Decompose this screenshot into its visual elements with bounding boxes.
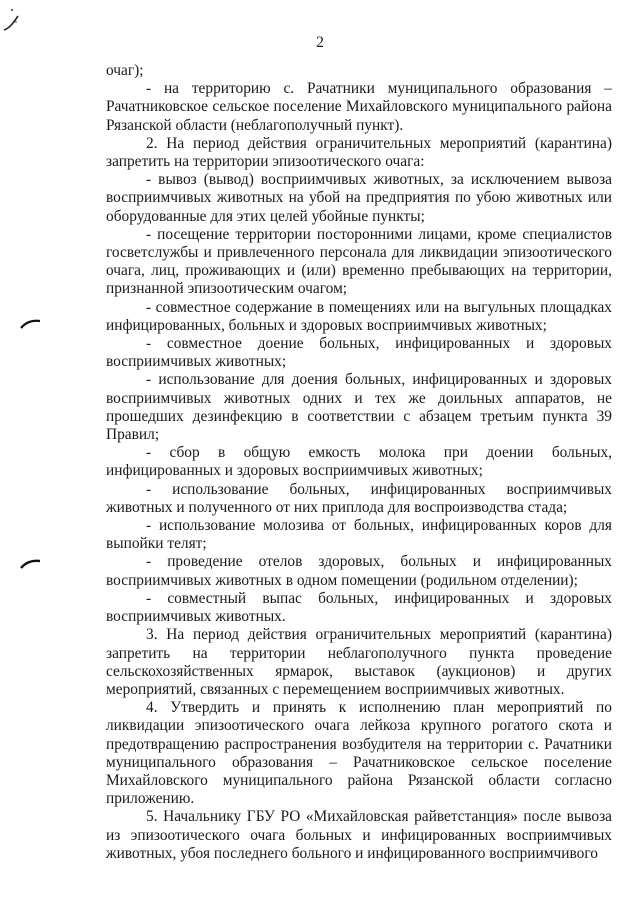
scan-mark-left-2 — [18, 556, 44, 572]
paragraph: - сбор в общую емкость молока при доении больных, инфицированных и здоровых восприимчивых животных; — [106, 444, 612, 480]
paragraph: 3. На период действия ограничительных мероприятий (карантина) запретить на территории неблагополучного пункта проведение сельскохозяйственных ярмарок, выставок (аукционов) и других мероприятий, связанных с перемещением восприимчивых животных. — [106, 626, 612, 698]
paragraph: - вывоз (вывод) восприимчивых животных, за исключением вывоза восприимчивых животных на убой на предприятия по убою животных или оборудованные для этих целей убойные пункты; — [106, 171, 612, 225]
paragraph: - проведение отелов здоровых, больных и инфицированных восприимчивых животных в одном помещении (родильном отделении); — [106, 553, 612, 589]
paragraph: - использование молозива от больных, инфицированных коров для выпойки телят; — [106, 517, 612, 553]
paragraph: 5. Начальнику ГБУ РО «Михайловская райветстанция» после вывоза из эпизоотического очага больных и инфицированных восприимчивых животных, убоя последнего больного и инфицированного восприимчивого — [106, 808, 612, 862]
paragraph: - посещение территории посторонними лицами, кроме специалистов госветслужбы и привлеченного персонала для ликвидации эпизоотического очага, лиц, проживающих и (или) временно пребывающих на территории, признанной эпизоотическим очагом; — [106, 225, 612, 298]
paragraph: - использование для доения больных, инфицированных и здоровых восприимчивых животных одних и тех же доильных аппаратов, не прошедших дезинфекцию в соответствии с абзацем третьим пункта 39 Правил; — [106, 371, 612, 444]
paragraph: 4. Утвердить и принять к исполнению план мероприятий по ликвидации эпизоотического очага лейкоза крупного рогатого скота и предотвращению распространения возбудителя на территории с. Рачатники муниципального образования – Рачатниковское сельское поселение Михайловского муниципального района Рязанской области согласно приложению. — [106, 699, 612, 808]
paragraph: - совместное содержание в помещениях или на выгульных площадках инфицированных, больных и здоровых восприимчивых животных; — [106, 298, 612, 334]
document-body — [106, 62, 612, 863]
page-number: 2 — [316, 34, 324, 51]
paragraph: очаг); — [106, 62, 144, 79]
paragraph: - использование больных, инфицированных восприимчивых животных и полученного от них приплода для воспроизводства стада; — [106, 480, 612, 516]
scan-mark-left-1 — [18, 316, 44, 332]
paragraph: 2. На период действия ограничительных мероприятий (карантина) запретить на территории эпизоотического очага: — [106, 134, 612, 171]
paragraph: - совместный выпас больных, инфицированных и здоровых восприимчивых животных. — [106, 589, 612, 626]
paragraph: - на территорию с. Рачатники муниципального образования – Рачатниковское сельское поселение Михайловского муниципального района Рязанской области (неблагополучный пункт). — [106, 80, 612, 134]
paragraph: - совместное доение больных, инфицированных и здоровых восприимчивых животных; — [106, 335, 612, 371]
